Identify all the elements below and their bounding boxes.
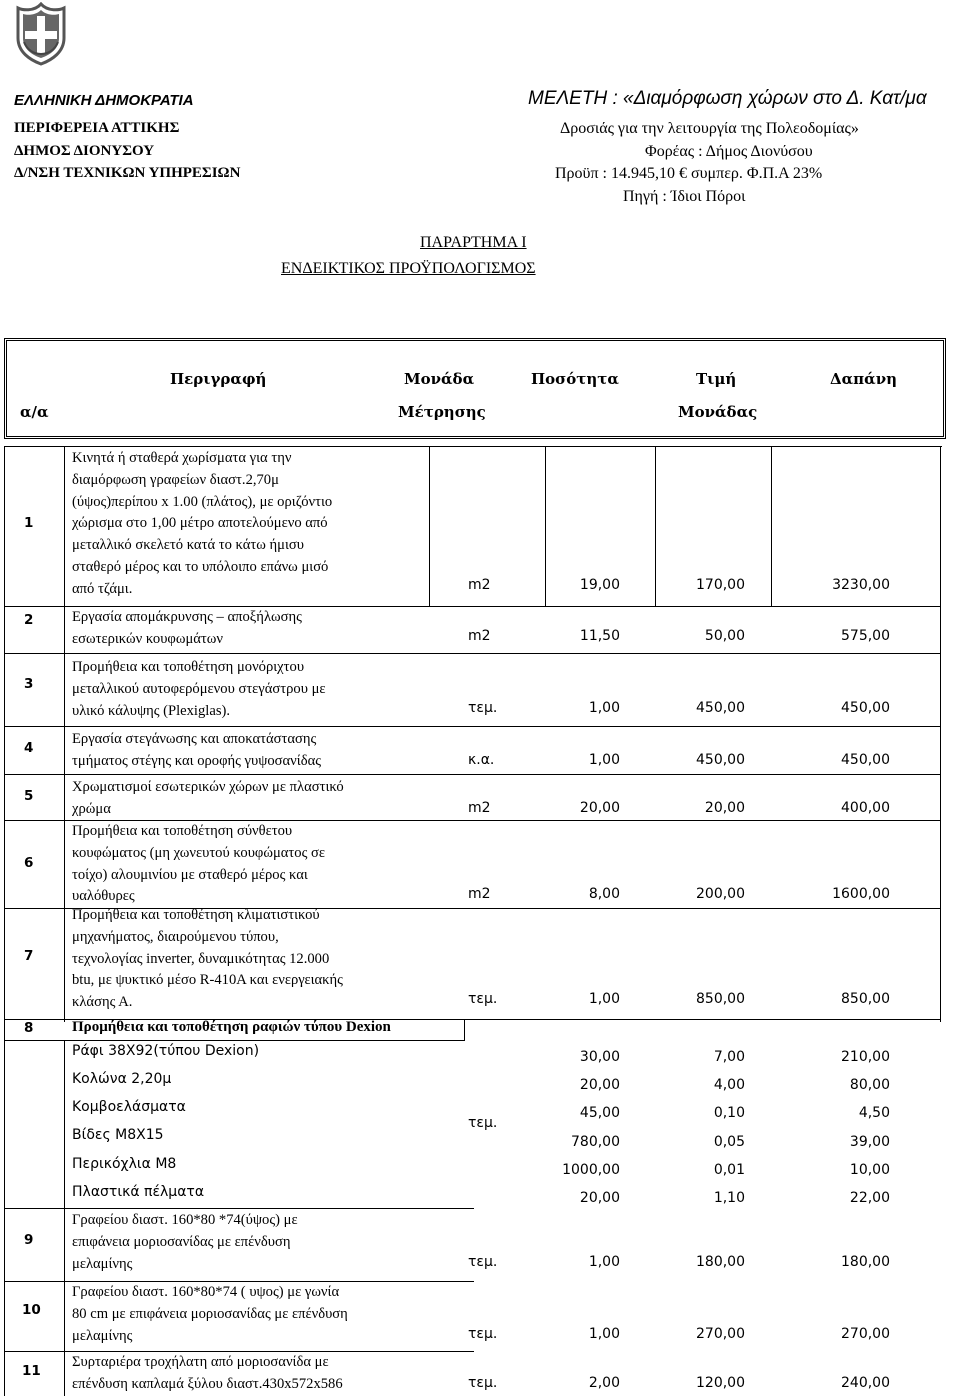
row-divider — [4, 726, 940, 727]
study-agency: Φορέας : Δήμος Διονύσου — [645, 143, 813, 160]
row-quantity: 20,00 — [579, 800, 620, 816]
item-quantity: 45,00 — [579, 1105, 620, 1121]
row-unit: κ.α. — [468, 752, 495, 768]
item-cost: 80,00 — [849, 1077, 890, 1093]
row-number: 6 — [24, 855, 34, 871]
department-name: Δ/ΝΣΗ ΤΕΧΝΙΚΩΝ ΥΠΗΡΕΣΙΩΝ — [14, 165, 241, 181]
row-quantity: 19,00 — [579, 577, 620, 593]
row-cost: 450,00 — [841, 752, 890, 768]
item-name: Βίδες Μ8Χ15 — [72, 1127, 164, 1143]
col-cost: Δαπάνη — [830, 370, 898, 388]
row-description: Προμήθεια και τοποθέτηση σύνθετου κουφώματος (μη χωνευτού κουφώματος σε τοίχο) αλουμινίου με σταθερό μέρος και υαλόθυρες — [72, 823, 325, 905]
row-number: 7 — [24, 948, 34, 964]
item-price: 0,01 — [713, 1162, 745, 1178]
row-price: 200,00 — [696, 886, 745, 902]
item-price: 7,00 — [713, 1049, 745, 1065]
row-unit: m2 — [468, 577, 491, 593]
table-left-border — [4, 446, 5, 1396]
row-description: Γραφείου διαστ. 160*80 *74(ύψος) με επιφάνεια μοριοσανίδας με επένδυση μελαμίνης — [72, 1212, 298, 1272]
item-quantity: 30,00 — [579, 1049, 620, 1065]
row-price: 170,00 — [696, 577, 745, 593]
item-name: Περικόχλια Μ8 — [72, 1156, 177, 1172]
col-separator — [429, 446, 430, 606]
study-budget: Προϋπ : 14.945,10 € συμπερ. Φ.Π.Α 23% — [555, 165, 823, 182]
row-cost: 240,00 — [841, 1375, 890, 1391]
row8-title-underline — [4, 1040, 464, 1041]
row-quantity: 1,00 — [588, 1254, 620, 1270]
row-quantity: 11,50 — [579, 628, 620, 644]
col-description: Περιγραφή — [170, 370, 267, 388]
item-cost: 10,00 — [849, 1162, 890, 1178]
col-separator — [771, 446, 772, 606]
col-quantity: Ποσότητα — [531, 370, 619, 388]
item-cost: 4,50 — [858, 1105, 890, 1121]
row-price: 120,00 — [696, 1375, 745, 1391]
row-cost: 1600,00 — [832, 886, 890, 902]
row-quantity: 1,00 — [588, 1326, 620, 1342]
item-cost: 22,00 — [849, 1190, 890, 1206]
col-price: Τιμή — [696, 370, 737, 388]
row8-title-edge — [464, 1019, 465, 1041]
item-name: Κολώνα 2,20μ — [72, 1071, 172, 1087]
row-unit: τεμ. — [468, 1254, 498, 1270]
row-unit: τεμ. — [468, 700, 498, 716]
row-cost: 575,00 — [841, 628, 890, 644]
row-number: 2 — [24, 612, 34, 628]
row-quantity: 1,00 — [588, 752, 620, 768]
row-price: 180,00 — [696, 1254, 745, 1270]
row-number: 5 — [24, 788, 34, 804]
col-separator — [64, 1040, 65, 1396]
item-price: 4,00 — [713, 1077, 745, 1093]
row-description: Προμήθεια και τοποθέτηση μονόριχτου μεταλλικού αυτοφερόμενου στεγάστρου με υλικό κάλυψης (Plexiglas). — [72, 659, 326, 719]
row-unit: m2 — [468, 800, 491, 816]
row-cost: 850,00 — [841, 991, 890, 1007]
item-cost: 210,00 — [841, 1049, 890, 1065]
row-cost: 180,00 — [841, 1254, 890, 1270]
row-divider — [4, 774, 940, 775]
row-number: 10 — [22, 1302, 41, 1318]
row-number: 8 — [24, 1020, 34, 1036]
row-unit: m2 — [468, 886, 491, 902]
annex-label: ΠΑΡΑΡΤΗΜΑ Ι — [420, 234, 527, 251]
row-cost: 3230,00 — [832, 577, 890, 593]
col-price-2: Μονάδας — [678, 403, 758, 421]
row-price: 270,00 — [696, 1326, 745, 1342]
row-number: 11 — [22, 1363, 41, 1379]
row-divider — [4, 1208, 474, 1209]
greek-coat-of-arms-icon — [16, 2, 66, 66]
row-number: 9 — [24, 1232, 34, 1248]
row-quantity: 2,00 — [588, 1375, 620, 1391]
row-price: 850,00 — [696, 991, 745, 1007]
row-description: Χρωματισμοί εσωτερικών χώρων με πλαστικό χρώμα — [72, 779, 344, 817]
table-header-frame — [4, 338, 946, 439]
row-unit: τεμ. — [468, 1115, 498, 1131]
row-price: 450,00 — [696, 700, 745, 716]
municipality-name: ΔΗΜΟΣ ΔΙΟΝΥΣΟΥ — [14, 143, 155, 159]
row-price: 450,00 — [696, 752, 745, 768]
item-quantity: 20,00 — [579, 1077, 620, 1093]
row-unit: τεμ. — [468, 991, 498, 1007]
row-unit: τεμ. — [468, 1326, 498, 1342]
row-unit: m2 — [468, 628, 491, 644]
row-number: 4 — [24, 740, 34, 756]
row-divider — [4, 653, 940, 654]
row-description: Γραφείου διαστ. 160*80*74 ( υψος) με γωνία 80 cm με επιφάνεια μοριοσανίδας με επένδυση μελαμίνης — [72, 1284, 348, 1344]
col-aa: α/α — [20, 403, 49, 421]
budget-title: ΕΝΔΕΙΚΤΙΚΟΣ ΠΡΟΫΠΟΛΟΓΙΣΜΟΣ — [281, 260, 536, 277]
row-number: 1 — [24, 515, 34, 531]
row-number: 3 — [24, 676, 34, 692]
row-price: 20,00 — [704, 800, 745, 816]
row-unit: τεμ. — [468, 1375, 498, 1391]
row-quantity: 1,00 — [588, 991, 620, 1007]
study-funding: Πηγή : Ίδιοι Πόροι — [623, 188, 746, 205]
country-name: ΕΛΛΗΝΙΚΗ ΔΗΜΟΚΡΑΤΙΑ — [14, 92, 194, 109]
row-description: Εργασία στεγάνωσης και αποκατάστασης τμήματος στέγης και οροφής γυψοσανίδας — [72, 731, 321, 769]
col-unit-2: Μέτρησης — [398, 403, 486, 421]
row-quantity: 8,00 — [588, 886, 620, 902]
row-quantity: 1,00 — [588, 700, 620, 716]
item-name: Ράφι 38Χ92(τύπου Dexion) — [72, 1043, 260, 1059]
row-description: Εργασία απομάκρυνσης – αποξήλωσης εσωτερικών κουφωμάτων — [72, 609, 302, 647]
row-price: 50,00 — [704, 628, 745, 644]
table-top-border — [4, 446, 942, 447]
row8-title: Προμήθεια και τοποθέτηση ραφιών τύπου Dexion — [72, 1019, 391, 1035]
region-name: ΠΕΡΙΦΕΡΕΙΑ ΑΤΤΙΚΗΣ — [14, 120, 180, 136]
col-unit: Μονάδα — [404, 370, 475, 388]
item-name: Κομβοελάσματα — [72, 1099, 186, 1115]
row-cost: 400,00 — [841, 800, 890, 816]
row-cost: 270,00 — [841, 1326, 890, 1342]
item-name: Πλαστικά πέλματα — [72, 1184, 205, 1200]
item-quantity: 20,00 — [579, 1190, 620, 1206]
item-quantity: 1000,00 — [562, 1162, 620, 1178]
row-description: Συρταριέρα τροχήλατη από μοριοσανίδα με επένδυση καπλαμά ξύλου διαστ.430x572x586 — [72, 1354, 343, 1392]
item-price: 1,10 — [713, 1190, 745, 1206]
col-separator — [64, 446, 65, 1022]
item-cost: 39,00 — [849, 1134, 890, 1150]
item-price: 0,10 — [713, 1105, 745, 1121]
item-quantity: 780,00 — [571, 1134, 620, 1150]
study-title-cont: Δροσιάς για την λειτουργία της Πολεοδομίας» — [560, 120, 859, 137]
row-description: Προμήθεια και τοποθέτηση κλιματιστικού μηχανήματος, διαιρούμενου τύπου, τεχνολογίας inverter, δυναμικότητας 12.000 btu, με ψυκτικό μέσο R-410A και ενεργειακής κλάσης Α. — [72, 907, 343, 1011]
study-title: ΜΕΛΕΤΗ : «Διαμόρφωση χώρων στο Δ. Κατ/μα — [528, 88, 927, 109]
row-cost: 450,00 — [841, 700, 890, 716]
row-description: Κινητά ή σταθερά χωρίσματα για την διαμόρφωση γραφείων διαστ.2,70μ (ύψος)περίπου x 1.00 (πλάτος), με οριζόντιο χώρισμα στο 1,00 μέτρο αποτελούμενο από μεταλλικό σκελετό κατά το κάτω ήμισυ σταθερό μέρος και το υπόλοιπο επάνω μισό από τζάμι. — [72, 450, 333, 597]
item-price: 0,05 — [713, 1134, 745, 1150]
table-right-border — [940, 446, 941, 1022]
